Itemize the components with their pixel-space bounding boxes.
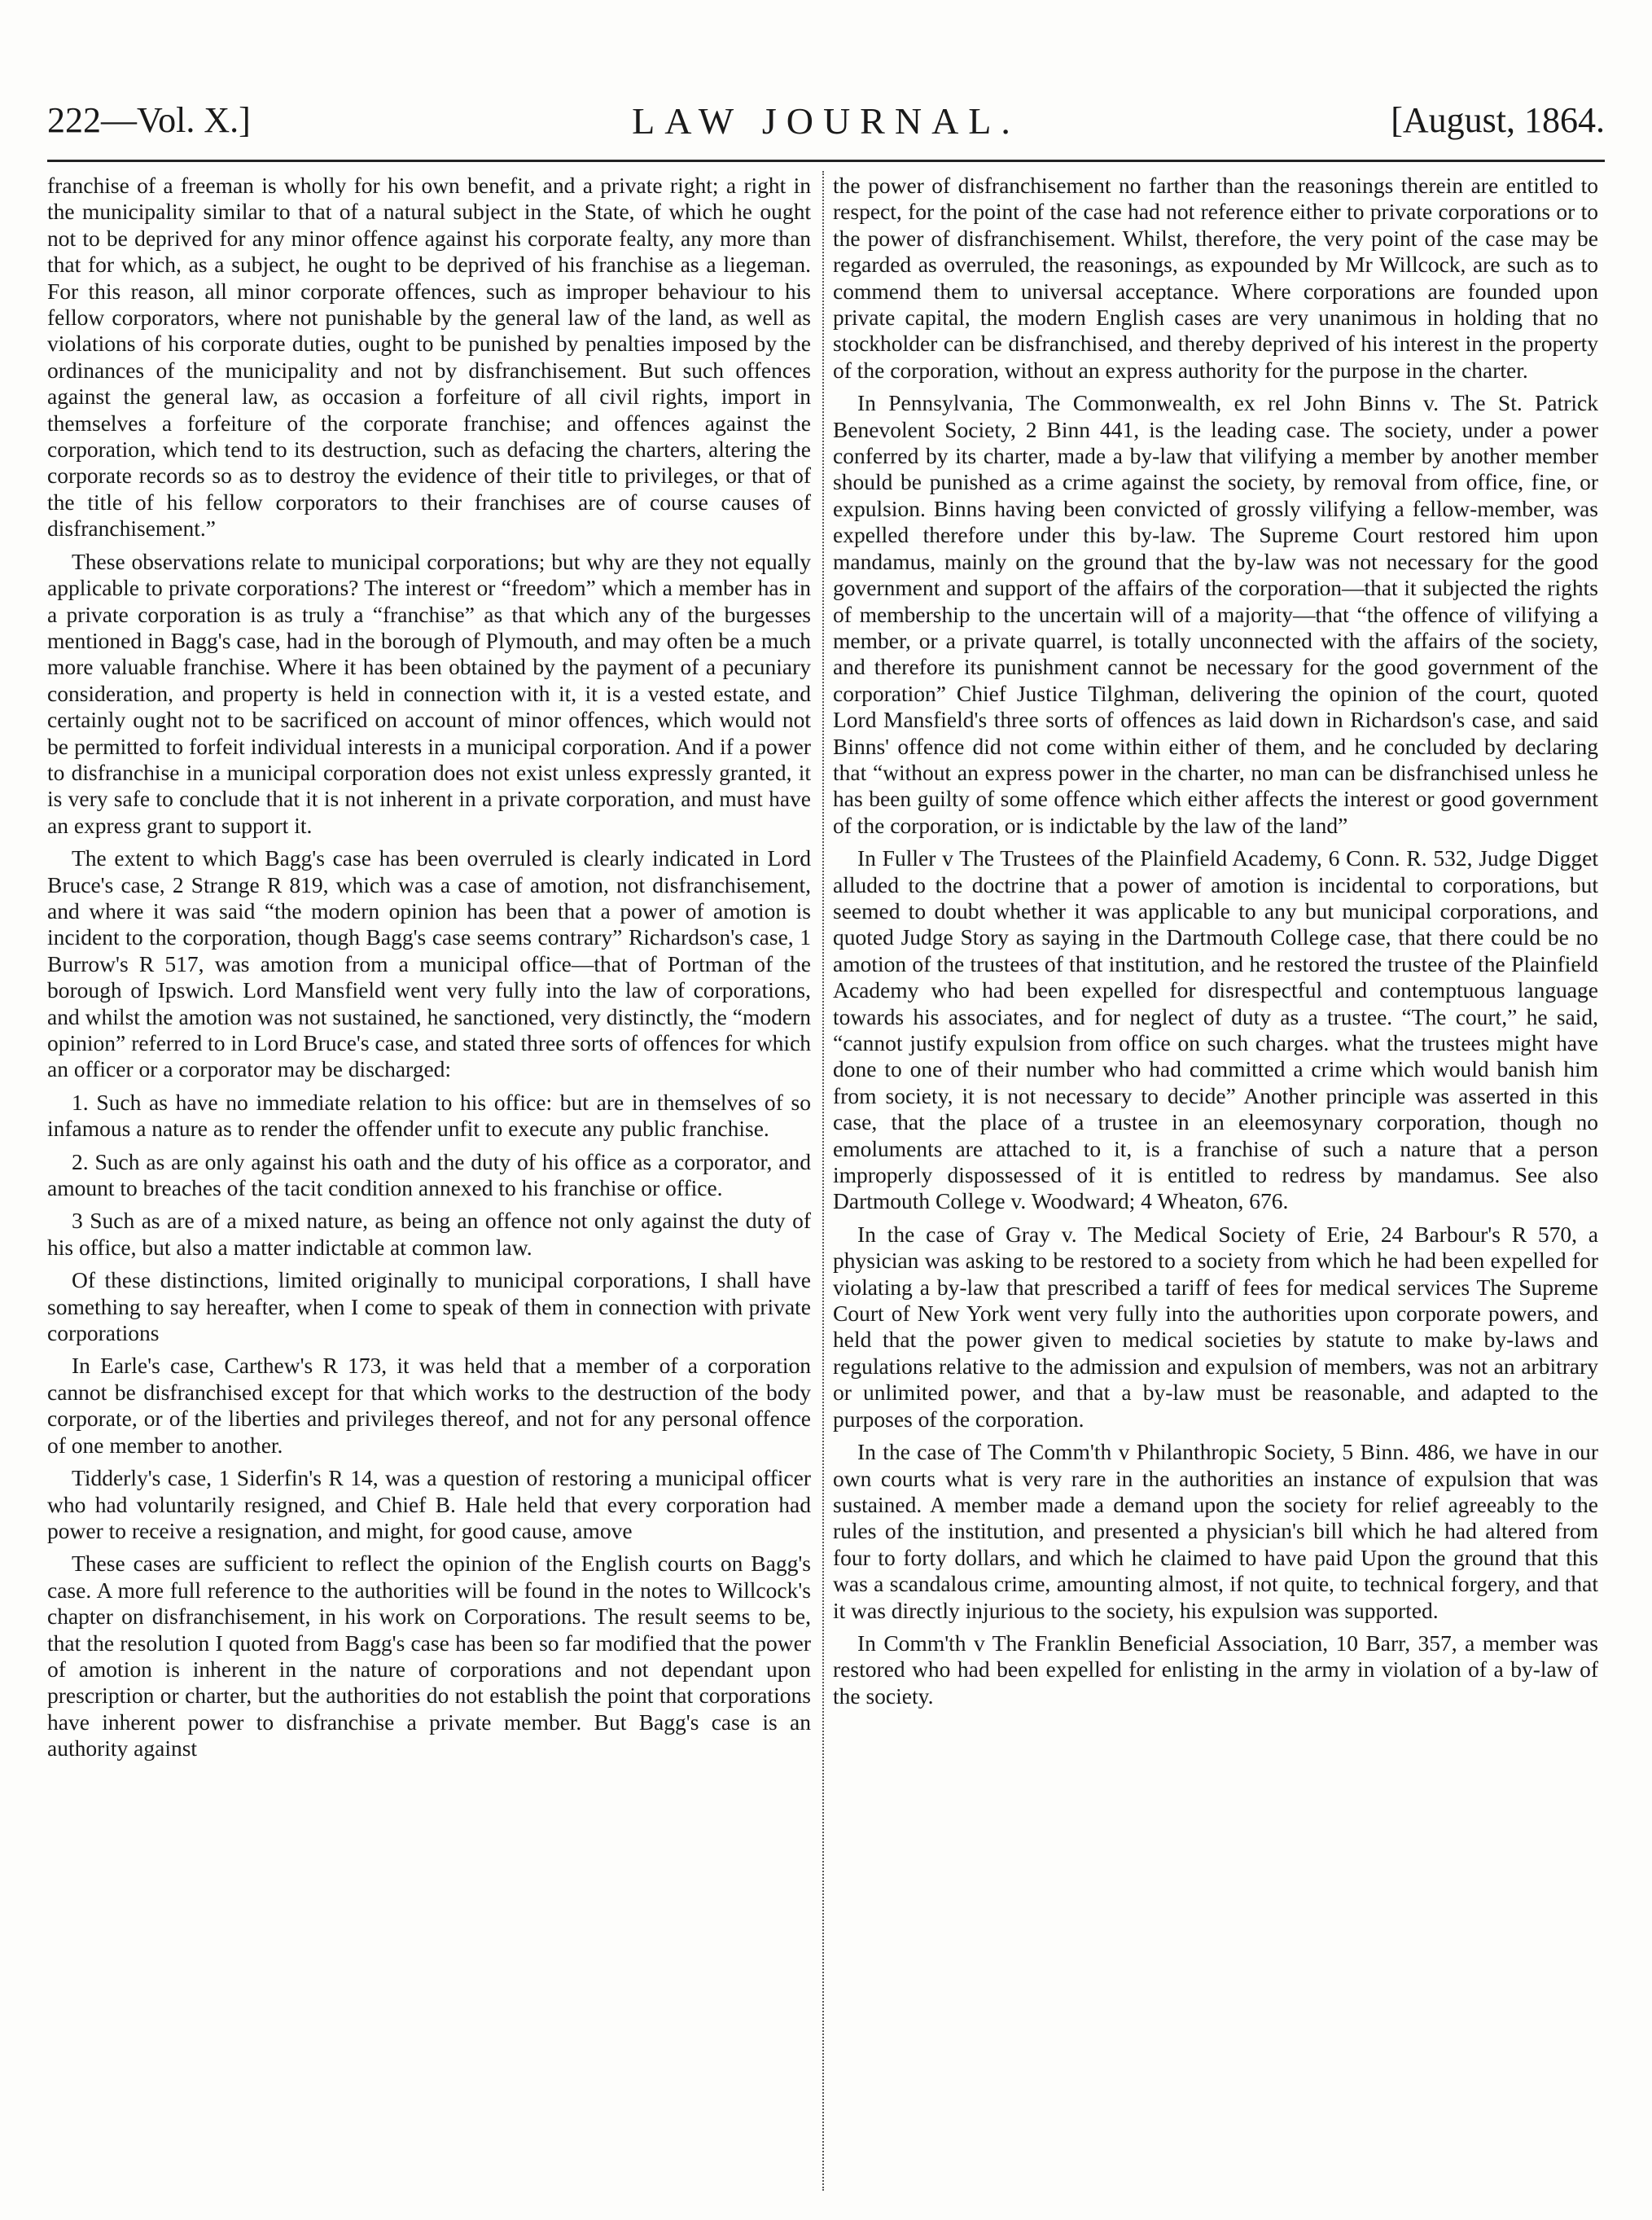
paragraph: The extent to which Bagg's case has been overruled is clearly indicated in Lord Bruce's case, 2 Strange R 819, which was a case of amotion, not disfranchisement, and where it was said “the modern opinion has been that a power of amotion is incident to the corporation, though Bagg's case seems contrary” Richardson's case, 1 Burrow's R 517, was amotion from a municipal office—that of Portman of the borough of Ipswich. Lord Mansfield went very fully into the law of corporations, and whilst the amotion was not sustained, he sanctioned, very distinctly, the “modern opinion” referred to in Lord Bruce's case, and stated three sorts of offences for which an officer or a corporator may be discharged: (47, 845, 811, 1082)
page-number-volume: 222—Vol. X.] (47, 100, 251, 140)
paragraph: In Comm'th v The Franklin Beneficial Association, 10 Barr, 357, a member was restored who had been expelled for enlisting in the army in violation of a by-law of the society. (833, 1630, 1598, 1709)
paragraph: In the case of The Comm'th v Philanthropic Society, 5 Binn. 486, we have in our own courts what is very rare in the authorities an instance of expulsion that was sustained. A member made a demand upon the society for relief agreeably to the rules of the institution, and presented a physician's bill which he had altered from four to forty dollars, and which he claimed to have paid Upon the ground that this was a scandalous crime, amounting almost, if not quite, to technical forgery, and that it was directly injurious to the society, his expulsion was supported. (833, 1439, 1598, 1623)
paragraph: In Pennsylvania, The Commonwealth, ex rel John Binns v. The St. Patrick Benevolent Society, 2 Binn 441, is the leading case. The society, under a power conferred by its charter, made a by-law that vilifying a member by another member should be punished as a crime against the society, by removal from office, fine, or expulsion. Binns having been convicted of grossly vilifying a fellow-member, was expelled therefore under this by-law. The Supreme Court restored him upon mandamus, mainly on the ground that the by-law was not necessary for the good government and support of the affairs of the corporation—that it subjected the rights of membership to the uncertain will of a majority—that “the offence of vilifying a member, or a private quarrel, is totally unconnected with the affairs of the society, and therefore its punishment cannot be necessary for the good government of the corporation” Chief Justice Tilghman, delivering the opinion of the court, quoted Lord Mansfield's three sorts of offences as laid down in Richardson's case, and said Binns' offence did not come within either of them, and he concluded by declaring that “without an express power in the charter, no man can be disfranchised unless he has been guilty of some offence which either affects the interest or good government of the corporation, or is indictable by the law of the land” (833, 390, 1598, 838)
header-rule (47, 160, 1605, 162)
paragraph: franchise of a freeman is wholly for his own benefit, and a private right; a right in the municipality similar to that of a natural subject in the State, of which he ought not to be deprived for any minor offence against his corporate fealty, any more than that for which, as a subject, he ought to be deprived of his franchise as a liegeman. For this reason, all minor corporate offences, such as improper behaviour to his fellow corporators, where not punishable by the general law of the land, as well as violations of his corporate duties, ought to be punished by penalties imposed by the ordinances of the municipality and not by disfranchisement. But such offences against the general law, as occasion a forfeiture of all civil rights, import in themselves a forfeiture of the corporate franchise; and offences against the corporation, which tend to its destruction, such as defacing the charters, altering the corporate records so as to destroy the evidence of their title to privileges, or that of the title of his fellow corporators to their franchises are of course causes of disfranchisement.” (47, 173, 811, 542)
paragraph: In Earle's case, Carthew's R 173, it was held that a member of a corporation cannot be disfranchised except for that which works to the destruction of the body corporate, or of the liberties and privileges thereof, and not for any personal offence of one member to another. (47, 1353, 811, 1458)
paragraph: In Fuller v The Trustees of the Plainfield Academy, 6 Conn. R. 532, Judge Digget alluded to the doctrine that a power of amotion is incidental to corporations, but seemed to doubt whether it was applicable to any but municipal corporations, and quoted Judge Story as saying in the Dartmouth College case, that there could be no amotion of the trustees of that institution, and he restored the trustee of the Plainfield Academy who had been expelled for disrespectful and contemptuous language towards his associates, and for neglect of duty as a trustee. “The court,” he said, “cannot justify expulsion from office on such charges. what the trustees might have done to one of their number who had committed a crime which would banish him from society, it is not necessary to decide” Another principle was asserted in this case, that the place of a trustee in an eleemosynary corporation, though no emoluments are attached to it, is a franchise of such a nature that a person improperly dispossessed of it is entitled to redress by mandamus. See also Dartmouth College v. Woodward; 4 Wheaton, 676. (833, 845, 1598, 1214)
numbered-paragraph: 1. Such as have no immediate relation to his office: but are in themselves of so infamous a nature as to render the offender unfit to execute any public franchise. (47, 1089, 811, 1142)
numbered-paragraph: 3 Such as are of a mixed nature, as being an offence not only against the duty of his office, but also a matter indictable at common law. (47, 1208, 811, 1260)
right-column (833, 173, 1598, 1716)
paragraph: Tidderly's case, 1 Siderfin's R 14, was a question of restoring a municipal officer who had voluntarily resigned, and Chief B. Hale held that every corporation had power to receive a resignation, and might, for good cause, amove (47, 1465, 811, 1543)
page-header (47, 99, 1605, 165)
journal-title: LAW JOURNAL. (632, 100, 1020, 142)
paragraph: These cases are sufficient to reflect the opinion of the English courts on Bagg's case. A more full reference to the authorities will be found in the notes to Willcock's chapter on disfranchisement, in his work on Corporations. The result seems to be, that the resolution I quoted from Bagg's case has been so far modified that the power of amotion is inherent in the nature of corporations and not dependant upon prescription or charter, but the authorities do not establish the point that corporations have inherent power to disfranchise a private member. But Bagg's case is an authority against (47, 1551, 811, 1762)
paragraph: In the case of Gray v. The Medical Society of Erie, 24 Barbour's R 570, a physician was asking to be restored to a society from which he had been expelled for violating a by-law that prescribed a tariff of fees for medical services The Supreme Court of New York went very fully into the authorities upon corporate powers, and held that the power given to medical societies by statute to make by-laws and regulations relative to the admission and expulsion of members, was not an arbitrary or unlimited power, and that a by-law must be reasonable, and adapted to the purposes of the corporation. (833, 1221, 1598, 1432)
column-divider (822, 171, 824, 2191)
paragraph: Of these distinctions, limited originally to municipal corporations, I shall have something to say hereafter, when I come to speak of them in connection with private corporations (47, 1267, 811, 1346)
issue-date: [August, 1864. (1391, 100, 1605, 140)
paragraph: the power of disfranchisement no farther than the reasonings therein are entitled to respect, for the point of the case had not reference either to private corporations or to the power of disfranchisement. Whilst, therefore, the very point of the case may be regarded as overruled, the reasonings, as expounded by Mr Willcock, are such as to commend them to universal acceptance. Where corporations are founded upon private capital, the modern English cases are very unanimous in holding that no stockholder can be disfranchised, and thereby deprived of his interest in the property of the corporation, without an express authority for the purpose in the charter. (833, 173, 1598, 383)
numbered-paragraph: 2. Such as are only against his oath and the duty of his office as a corporator, and amount to breaches of the tacit condition annexed to his franchise or office. (47, 1148, 811, 1201)
left-column (47, 173, 811, 1769)
paragraph: These observations relate to municipal corporations; but why are they not equally applicable to private corporations? The interest or “freedom” which a member has in a private corporation is as truly a “franchise” as that which any of the burgesses mentioned in Bagg's case, had in the borough of Plymouth, and may often be a much more valuable franchise. Where it has been obtained by the payment of a pecuniary consideration, and property is held in connection with it, it is a vested estate, and certainly ought not to be sacrificed on account of minor offences, which would not be permitted to forfeit individual interests in a municipal corporation. And if a power to disfranchise in a municipal corporation does not exist unless expressly granted, it is very safe to conclude that it is not inherent in a private corporation, and must have an express grant to support it. (47, 548, 811, 838)
